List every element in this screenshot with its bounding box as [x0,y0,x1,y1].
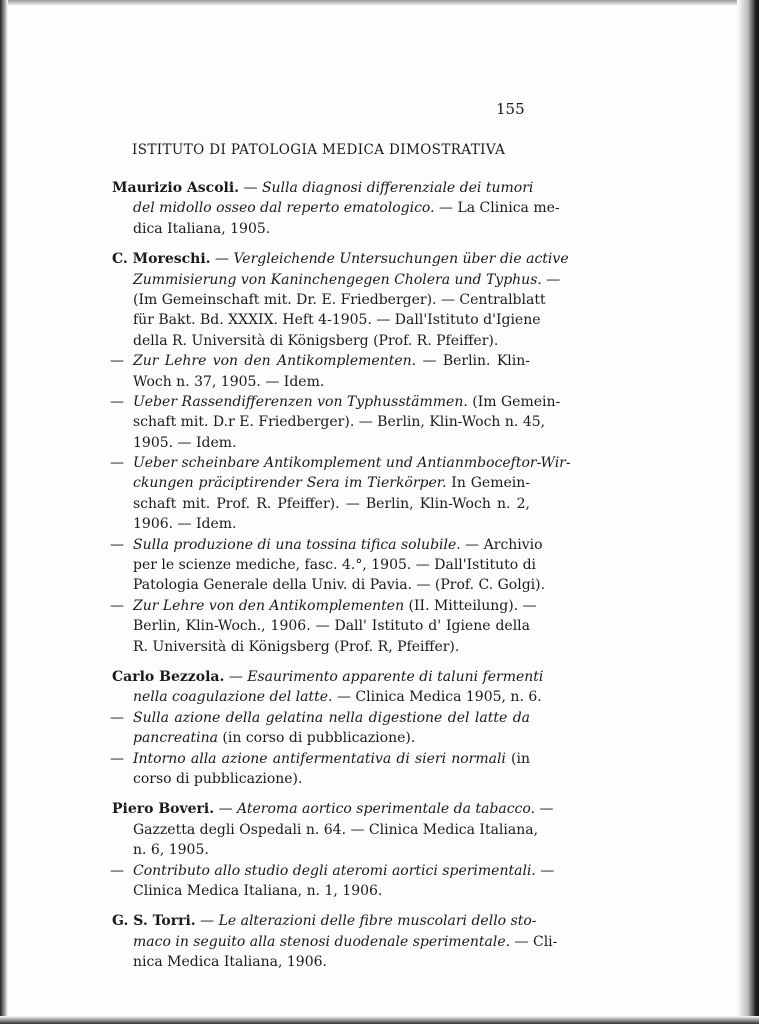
work-title: maco in seguito alla stenosi duodenale sperimentale. [133,933,511,950]
text-line [110,494,530,514]
work-title: Ueber Rassendifferenzen von Typhusstämmen. [133,393,468,410]
citation-text: (in [505,750,531,767]
work-title: Ateroma aortico sperimentale da tabacco. [237,801,536,818]
citation-text: — [195,913,219,930]
text-line [110,667,544,687]
entry-dash: — [110,750,124,767]
text-line [110,351,530,371]
work-title: Sulla diagnosi differenziale dei tumori [261,180,534,196]
work-title: Sulla azione della gelatina nella digestione del latte da [133,709,530,726]
text-line [110,473,530,493]
bibliography-entry [110,799,555,901]
bibliography-entry [110,667,544,789]
entry-dash: — [110,597,124,614]
text-line [110,769,530,789]
citation-text: 1905. — Idem. [133,434,237,451]
page-number: 155 [496,100,525,118]
citation-text: nica Medica Italiana, 1906. [133,954,327,971]
text-line [110,911,537,931]
citation-text: corso di pubblicazione). [133,770,303,787]
citation-text: — [214,801,238,818]
work-title: ckungen präciptirender Sera im Tierkörper. [133,475,447,492]
citation-text: (Im Gemein- [467,393,561,410]
scan-edge-left [0,0,8,1024]
text-line [110,932,558,952]
text-line [110,637,530,657]
entry-dash: — [110,536,124,553]
author-name: Carlo Bezzola. [112,668,225,685]
citation-text: In Gemein- [446,475,530,492]
bibliography-list [110,178,571,982]
scan-edge-top [0,0,759,6]
citation-text: — Archivio [460,536,543,553]
text-line [110,616,530,636]
text-line [110,514,530,534]
text-line [110,840,530,860]
citation-text: — La Clinica me- [434,200,560,217]
work-title: Ueber scheinbare Antikomplement und Antianmboceftor-Wir- [133,455,571,472]
text-line [110,749,530,769]
citation-text: per le scienze mediche, fasc. 4.°, 1905. — Dall'Istituto di [133,557,537,574]
work-title: Le alterazioni delle fibre muscolari dello sto- [218,913,537,930]
text-line [110,728,530,748]
citation-text: — [239,180,262,196]
author-name: G. S. Torri. [112,913,196,930]
text-line [110,952,530,972]
citation-text: (II. Mitteilung). — [404,597,537,614]
author-name: Piero Boveri. [112,801,215,818]
citation-text: — [541,271,561,288]
text-line [110,433,530,453]
work-title: Contributo allo studio degli ateromi aortici sperimentali. [133,862,536,879]
work-title: Sulla produzione di una tossina tifica solubile. [133,536,461,553]
citation-text: della R. Università di Königsberg (Prof. R. Pfeiffer). [133,332,499,349]
citation-text: Berlin, Klin-Woch., 1906. — Dall' Istituto d' Igiene della [133,618,530,635]
scan-edge-right [737,0,759,1024]
citation-text: für Bakt. Bd. XXXIX. Heft 4-1905. — Dall'Istituto d'Igiene [133,312,541,329]
text-line [110,178,534,198]
citation-text: 1906. — Idem. [133,516,237,533]
text-line [110,575,546,595]
citation-text: R. Università di Königsberg (Prof. R, Pfeiffer). [133,638,460,655]
citation-text: schaft mit. Prof. R. Pfeiffer). — Berlin, Klin-Woch n. 2, [133,495,530,512]
citation-text: Woch n. 37, 1905. — Idem. [133,373,325,390]
text-line [110,687,542,707]
text-line [110,881,530,901]
entry-dash: — [110,455,124,472]
text-line [110,820,539,840]
author-name: Maurizio Ascoli. [112,180,240,196]
citation-text: schaft mit. D.r E. Friedberger). — Berlin, Klin-Woch n. 45, [133,414,546,431]
entry-dash: — [110,862,124,879]
text-line [110,198,560,218]
text-line [110,708,530,728]
citation-text: — [535,862,555,879]
work-title: pancreatina [133,730,218,747]
text-line [110,861,555,881]
entry-dash: — [110,353,124,370]
citation-text: Clinica Medica Italiana, n. 1, 1906. [133,882,383,899]
citation-text: dica Italiana, 1905. [133,220,271,237]
text-line [110,249,569,269]
citation-text: — [535,801,554,818]
citation-text: Gazzetta degli Ospedali n. 64. — Clinica Medica Italiana, [133,821,539,838]
citation-text: Patologia Generale della Univ. di Pavia. — (Prof. C. Golgi). [133,577,546,594]
citation-text: — [224,668,248,685]
entry-dash: — [110,709,124,726]
entry-dash: — [110,393,124,410]
bibliography-entry [110,249,571,657]
text-line [110,270,561,290]
citation-text: (Im Gemeinschaft mit. Dr. E. Friedberger). — Centralblatt [133,291,546,308]
work-title: Zur Lehre von den Antikomplementen [133,597,405,614]
citation-text: (in corso di pubblicazione). [217,730,416,747]
work-title: Zur Lehre von den Antikomplementen. [133,353,417,370]
text-line [110,372,530,392]
text-line [110,596,537,616]
citation-text: — Clinica Medica 1905, n. 6. [332,689,542,706]
work-title: Zummisierung von Kaninchengegen Cholera und Typhus. [133,271,542,288]
section-title: ISTITUTO DI PATOLOGIA MEDICA DIMOSTRATIVA [132,142,506,158]
work-title: nella coagulazione del latte. [133,689,333,706]
citation-text: — Cli- [510,933,558,950]
text-line [110,331,530,351]
text-line [110,290,546,310]
bibliography-entry [110,911,558,972]
text-line [110,453,571,473]
text-line [110,392,561,412]
work-title: Esaurimento apparente di taluni fermenti [247,668,544,685]
author-name: C. Moreschi. [112,251,211,268]
work-title: del midollo osseo dal reperto ematologico. [133,200,435,217]
text-line [110,535,543,555]
bibliography-entry [110,178,560,239]
work-title: Intorno alla azione antifermentativa di sieri normali [133,750,506,767]
citation-text: — Berlin. Klin- [416,353,531,370]
scan-edge-bottom [0,1016,759,1024]
text-line [110,799,554,819]
text-line [110,412,546,432]
citation-text: — [210,251,234,268]
citation-text: n. 6, 1905. [133,842,209,859]
work-title: Vergleichende Untersuchungen über die active [233,251,569,268]
text-line [110,219,530,239]
text-line [110,555,537,575]
text-line [110,310,541,330]
